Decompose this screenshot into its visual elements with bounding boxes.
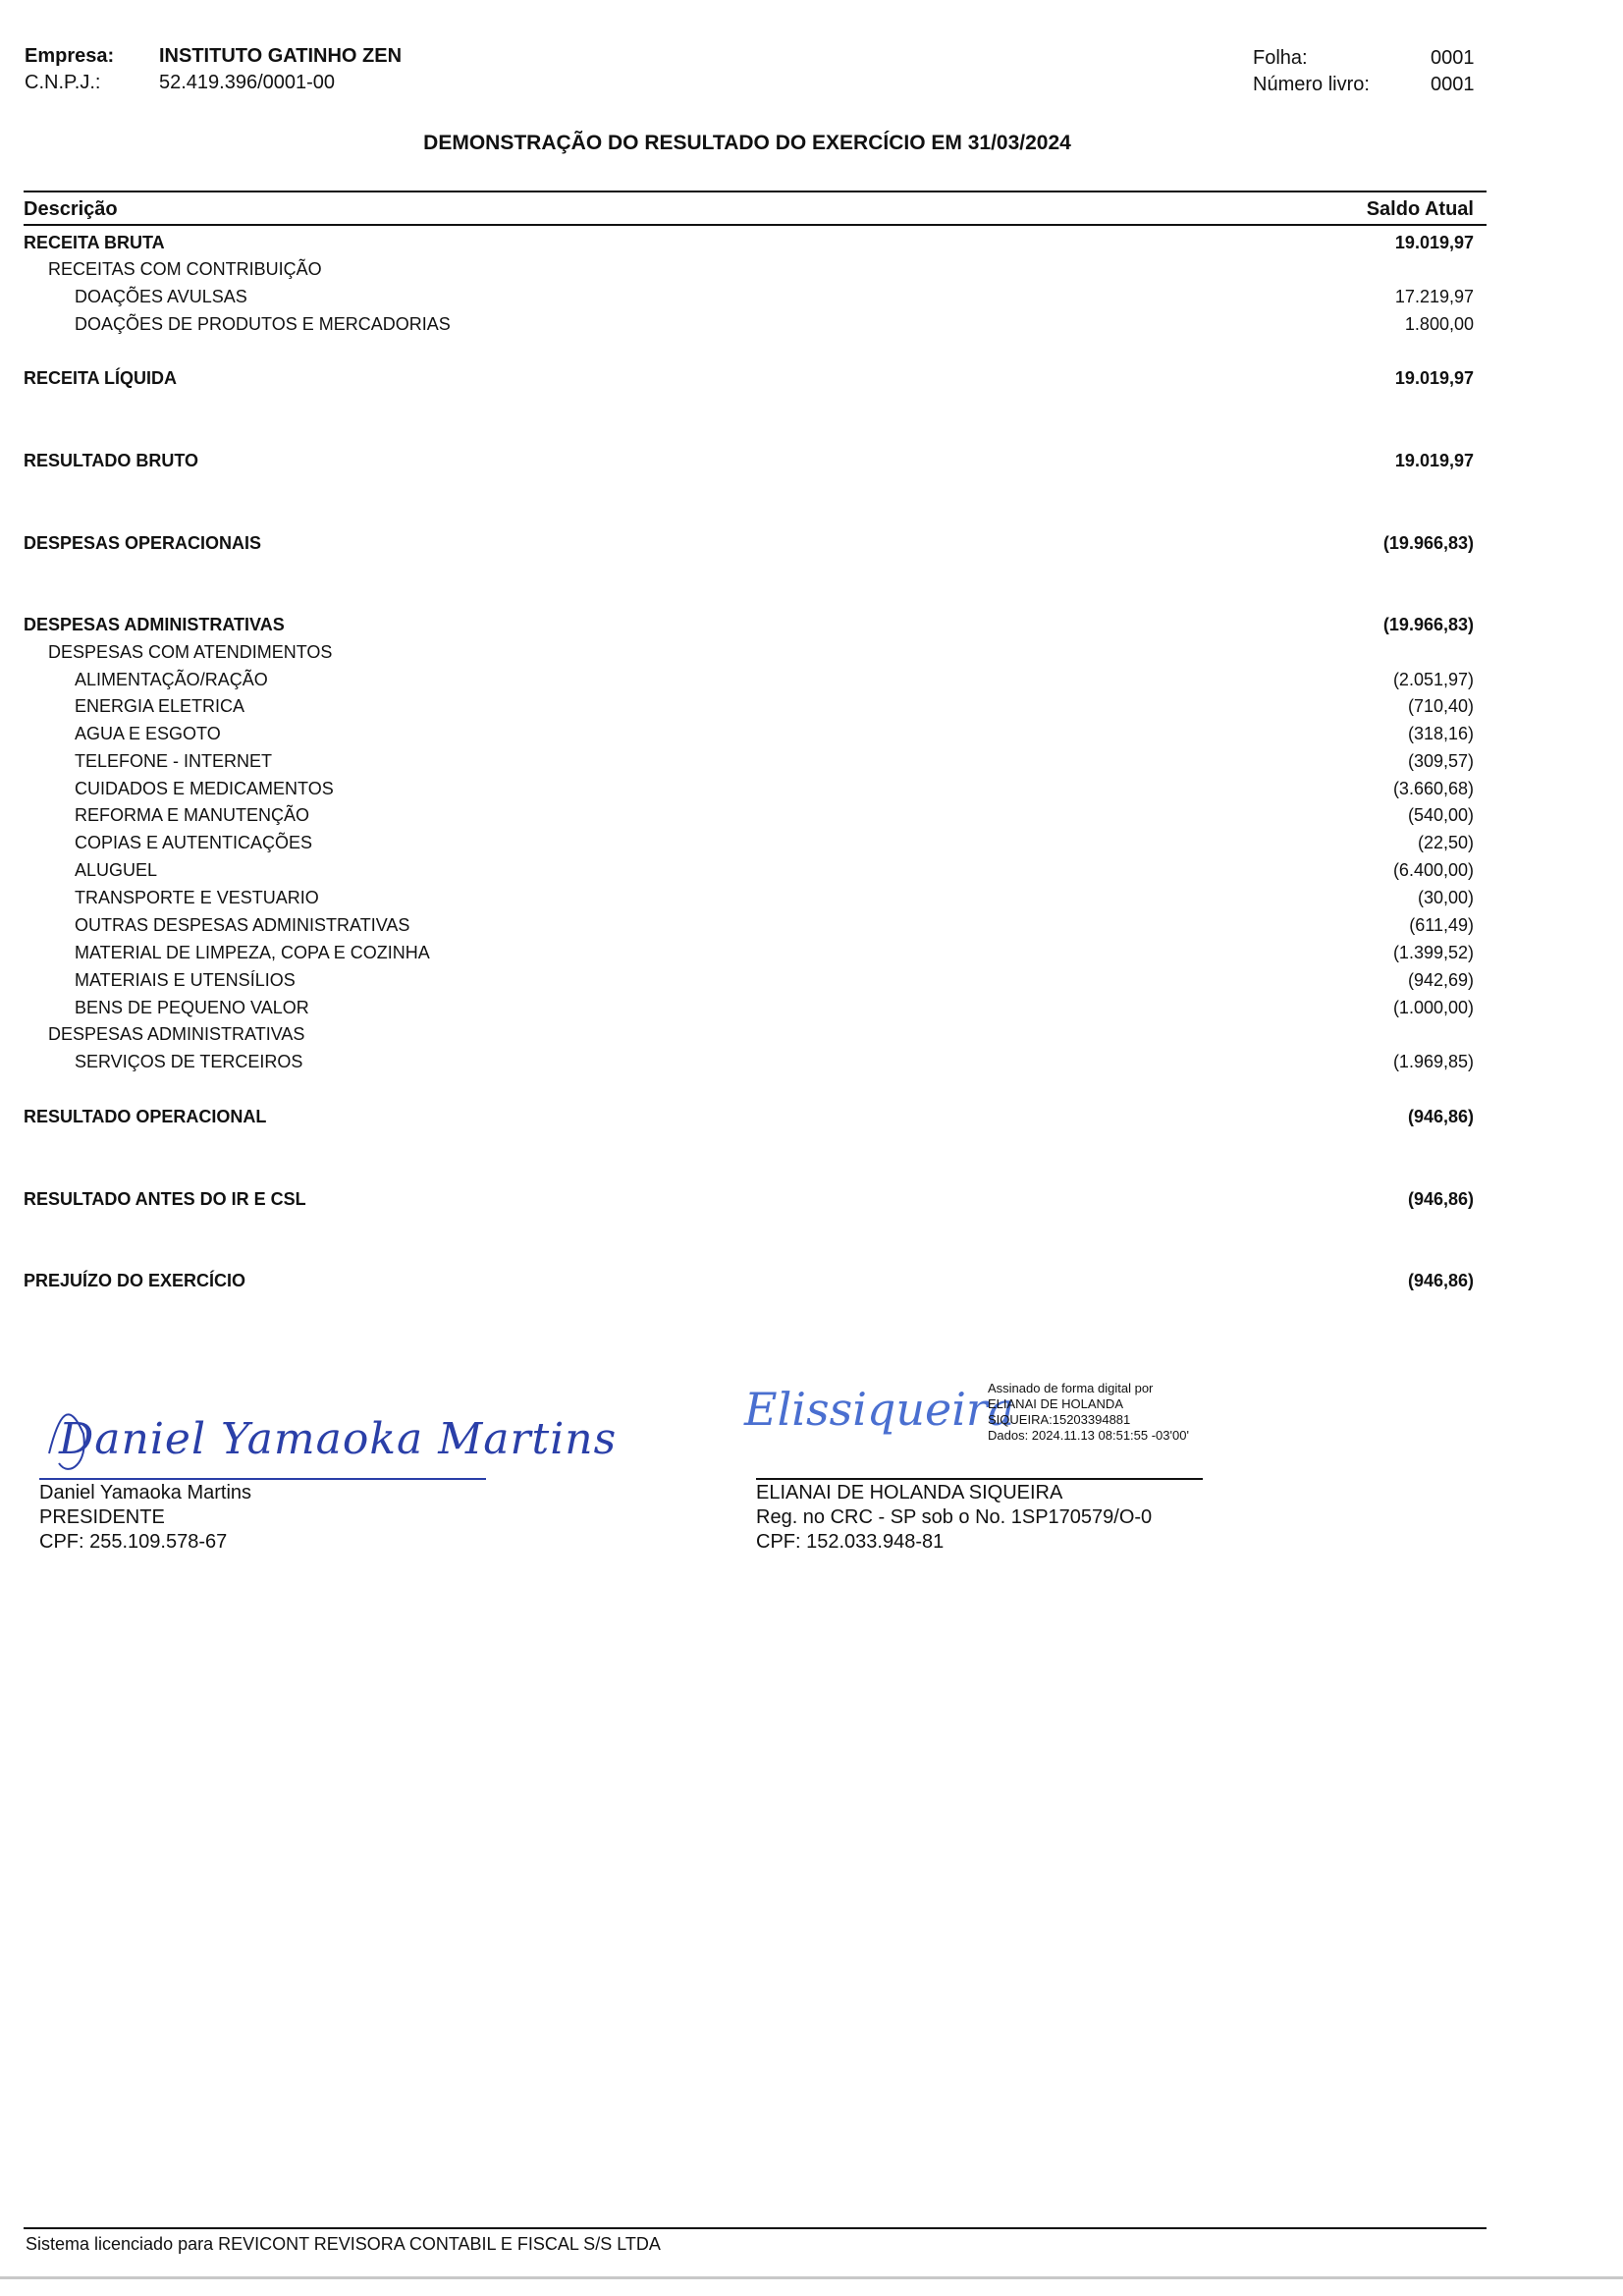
folha-value: 0001 bbox=[1431, 47, 1475, 69]
table-row: ENERGIA ELETRICA (710,40) bbox=[75, 696, 1474, 716]
table-row: RECEITA BRUTA 19.019,97 bbox=[24, 233, 1474, 252]
table-row: MATERIAL DE LIMPEZA, COPA E COZINHA (1.399,52) bbox=[75, 943, 1474, 962]
signature-line-left bbox=[39, 1478, 486, 1480]
signature-elianai-script: Elissiqueira bbox=[744, 1383, 1015, 1436]
footer-license: Sistema licenciado para REVICONT REVISORA CONTABIL E FISCAL S/S LTDA bbox=[26, 2234, 661, 2254]
table-row: DOAÇÕES DE PRODUTOS E MERCADORIAS 1.800,00 bbox=[75, 314, 1474, 334]
table-row: RESULTADO OPERACIONAL (946,86) bbox=[24, 1107, 1474, 1126]
col-descricao: Descrição bbox=[24, 198, 118, 220]
empresa-label: Empresa: bbox=[25, 45, 115, 67]
numero-livro-label: Número livro: bbox=[1253, 74, 1370, 95]
signer-left-role: PRESIDENTE bbox=[39, 1506, 165, 1528]
table-row: DOAÇÕES AVULSAS 17.219,97 bbox=[75, 287, 1474, 306]
table-row: TRANSPORTE E VESTUARIO (30,00) bbox=[75, 888, 1474, 907]
table-row: MATERIAIS E UTENSÍLIOS (942,69) bbox=[75, 970, 1474, 990]
table-row: RESULTADO BRUTO 19.019,97 bbox=[24, 451, 1474, 470]
signer-left-name: Daniel Yamaoka Martins bbox=[39, 1482, 252, 1503]
table-row: CUIDADOS E MEDICAMENTOS (3.660,68) bbox=[75, 779, 1474, 798]
table-row: DESPESAS ADMINISTRATIVAS bbox=[48, 1024, 305, 1044]
document-title: DEMONSTRAÇÃO DO RESULTADO DO EXERCÍCIO EM 31/03/2024 bbox=[423, 132, 1071, 154]
signer-right-name: ELIANAI DE HOLANDA SIQUEIRA bbox=[756, 1482, 1063, 1503]
table-row: OUTRAS DESPESAS ADMINISTRATIVAS (611,49) bbox=[75, 915, 1474, 935]
empresa-name: INSTITUTO GATINHO ZEN bbox=[159, 45, 403, 67]
table-header-rule bbox=[24, 224, 1487, 226]
table-row: RECEITA LÍQUIDA 19.019,97 bbox=[24, 368, 1474, 388]
table-row: RESULTADO ANTES DO IR E CSL (946,86) bbox=[24, 1189, 1474, 1209]
signature-line-right bbox=[756, 1478, 1203, 1480]
table-row: DESPESAS ADMINISTRATIVAS (19.966,83) bbox=[24, 615, 1474, 634]
table-row: DESPESAS COM ATENDIMENTOS bbox=[48, 642, 333, 662]
table-row: AGUA E ESGOTO (318,16) bbox=[75, 724, 1474, 743]
cnpj-value: 52.419.396/0001-00 bbox=[159, 72, 336, 93]
table-row: REFORMA E MANUTENÇÃO (540,00) bbox=[75, 805, 1474, 825]
table-row: TELEFONE - INTERNET (309,57) bbox=[75, 751, 1474, 771]
table-row: ALUGUEL (6.400,00) bbox=[75, 860, 1474, 880]
digital-signature-stamp: Assinado de forma digital por ELIANAI DE HOLANDA SIQUEIRA:15203394881 Dados: 2024.11.13 08:51:55 -03'00' bbox=[988, 1381, 1189, 1443]
signer-right-cpf: CPF: 152.033.948-81 bbox=[756, 1531, 945, 1553]
scan-edge bbox=[0, 2276, 1623, 2279]
table-top-rule bbox=[24, 191, 1487, 192]
footer-rule bbox=[24, 2227, 1487, 2229]
table-row: COPIAS E AUTENTICAÇÕES (22,50) bbox=[75, 833, 1474, 852]
table-row: ALIMENTAÇÃO/RAÇÃO (2.051,97) bbox=[75, 670, 1474, 689]
table-row: DESPESAS OPERACIONAIS (19.966,83) bbox=[24, 533, 1474, 553]
numero-livro-value: 0001 bbox=[1431, 74, 1475, 95]
table-row: RECEITAS COM CONTRIBUIÇÃO bbox=[48, 259, 322, 279]
signer-left-cpf: CPF: 255.109.578-67 bbox=[39, 1531, 228, 1553]
col-saldo-atual: Saldo Atual bbox=[1366, 198, 1474, 220]
signer-right-reg: Reg. no CRC - SP sob o No. 1SP170579/O-0 bbox=[756, 1506, 1153, 1528]
folha-label: Folha: bbox=[1253, 47, 1308, 69]
table-row: PREJUÍZO DO EXERCÍCIO (946,86) bbox=[24, 1271, 1474, 1290]
table-header bbox=[24, 195, 1474, 223]
signature-daniel-script: Daniel Yamaoka Martins bbox=[59, 1414, 618, 1464]
cnpj-label: C.N.P.J.: bbox=[25, 72, 101, 93]
table-row: BENS DE PEQUENO VALOR (1.000,00) bbox=[75, 998, 1474, 1017]
table-row: SERVIÇOS DE TERCEIROS (1.969,85) bbox=[75, 1052, 1474, 1071]
